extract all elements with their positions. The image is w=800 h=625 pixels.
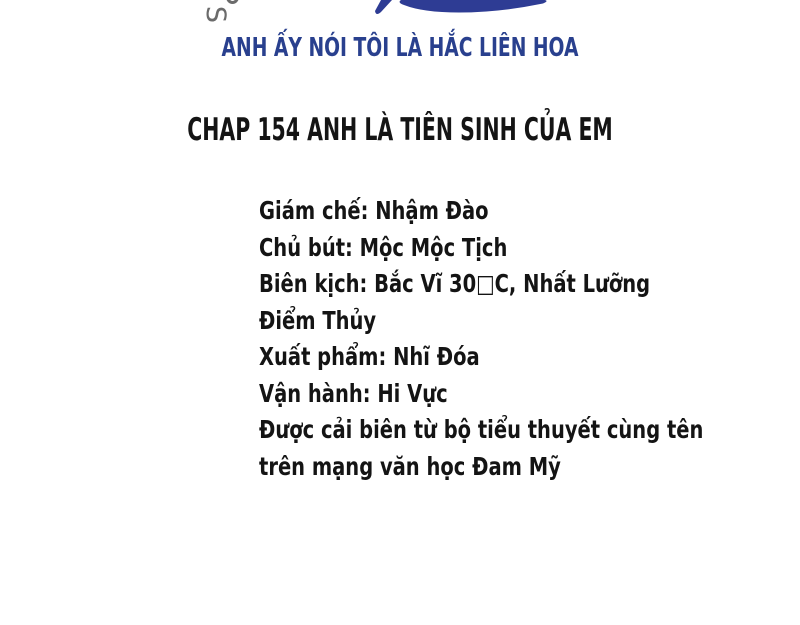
chapter-title: CHAP 154 ANH LÀ TIÊN SINH CỦA EM xyxy=(187,112,613,148)
credits-line-editor: Chủ bút: Mộc Mộc Tịch xyxy=(259,232,508,262)
cutoff-letter-fragment xyxy=(226,0,239,4)
credits-line-writers: Biên kịch: Bắc Vĩ 30□C, Nhất Lưỡng xyxy=(259,269,651,298)
calligraphy-stroke-icon xyxy=(335,0,570,17)
credits-line-operator: Vận hành: Hi Vực xyxy=(259,378,448,408)
sideways-letter-watermark: S xyxy=(200,5,232,24)
series-title: ANH ẤY NÓI TÔI LÀ HẮC LIÊN HOA xyxy=(221,33,579,63)
credits-block xyxy=(259,193,703,485)
credits-line-adaptation: Được cải biên từ bộ tiểu thuyết cùng tên xyxy=(259,415,704,444)
credits-line-writers-2: Điểm Thủy xyxy=(259,305,377,335)
credits-line-adaptation-2: trên mạng văn học Đam Mỹ xyxy=(259,451,561,481)
credits-line-producer: Giám chế: Nhậm Đào xyxy=(259,196,489,225)
credits-line-publisher: Xuất phẩm: Nhĩ Đóa xyxy=(259,342,480,371)
